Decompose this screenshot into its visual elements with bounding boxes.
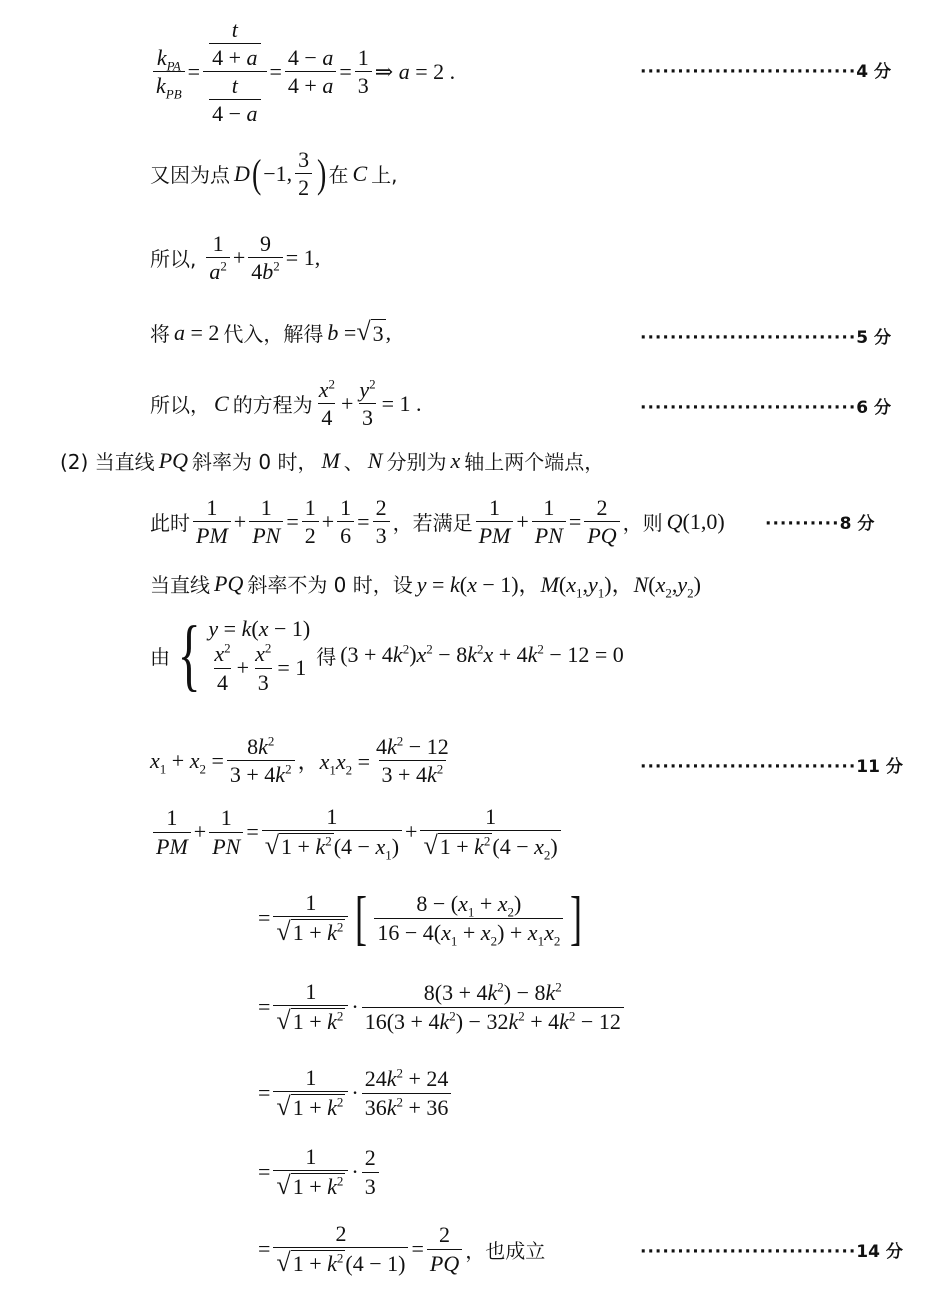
score-mark: ·····························11 分 [640,757,903,777]
line-slope-ratio: $\frac{k_{PA}}{k_{PB}}$ = $\frac{\frac{t}{4 + a}}{\frac{t}{4 - a}}$ = $\frac{4 - a}{4 + a}$ = $\frac{1}{3}$ ⇒ a = 2 . [150,18,455,125]
line-step-2: = 1 √ $1 + k^2$ [ $\frac{8 - (x_1 + x_2)}{16 - 4(x_1 + x_2) + x_1x_2}$ ] [258,885,583,951]
line-k-nonzero: 当直线 PQ 斜率不为 0 时，设 y = k(x − 1)，$M(x_1,y_1)$，$N(x_2,y_2)$ [150,570,701,601]
score-mark: ·····························5 分 [640,328,892,348]
line-so-eq: 所以, $\frac{1}{a^2}$ + $\frac{9}{4b^2}$ = 1, [150,231,321,285]
score-mark: ··········8 分 [765,514,875,534]
line-system: 由 { y = k(x − 1) $\frac{x^2}{4}$ + $\frac{x^2}{3}$ = 1 得 $(3 + 4k^2)x^2 - 8k^2x + 4k^2 - 12 = 0$ [150,611,624,699]
line-step-5: = 1 √ $1 + k^2$ · $\frac{2}{3}$ [258,1145,382,1199]
line-step-4: = 1 √ $1 + k^2$ · $\frac{24k^2 + 24}{36k^2 + 36}$ [258,1066,454,1120]
line-ellipse-eq: 所以， C 的方程为 $\frac{x^2}{4}$ + $\frac{y^2}{3}$ = 1 . [150,376,422,431]
line-point-d: 又因为点 D ( −1, $\frac{3}{2}$ ) 在 C 上, [150,147,398,201]
line-step-3: = 1 √ $1 + k^2$ · $\frac{8(3 + 4k^2) - 8k^2}{16(3 + 4k^2) - 32k^2 + 4k^2 - 12}$ [258,980,627,1034]
line-part2: (2) 当直线 PQ 斜率为 0 时， M 、 N 分别为 x 轴上两个端点， [60,447,605,474]
score-mark: ·····························14 分 [640,1242,903,1262]
score-mark: ·····························4 分 [640,62,892,82]
line-substitute: 将 a = 2 代入，解得 b = √ 3 , [150,316,392,346]
line-k0-case: 此时 $\frac{1}{PM}$ + $\frac{1}{PN}$ = $\frac{1}{2}$ + $\frac{1}{6}$ = $\frac{2}{3}$ ，若满足 $\frac{1}{PM}$ + $\frac{1}{PN}$ = $\frac{2}{PQ}$ ，则 Q(1,0) [150,495,725,549]
score-mark: ·····························6 分 [640,398,892,418]
line-step-6: = 2 √ $1 + k^2$ (4 − 1) = $\frac{2}{PQ}$ ，也成立 [258,1221,546,1278]
line-step-1: $\frac{1}{PM}$ + $\frac{1}{PN}$ = 1 √ $1 + k^2$ $(4 - x_1)$ + 1 √ $1 + k^2$ $(4 - x_2)$ [150,805,564,859]
line-vieta: $x_1 + x_2$ = $\frac{8k^2}{3 + 4k^2}$ ，$x_1x_2$ = $\frac{4k^2 - 12}{3 + 4k^2}$ [150,733,449,788]
